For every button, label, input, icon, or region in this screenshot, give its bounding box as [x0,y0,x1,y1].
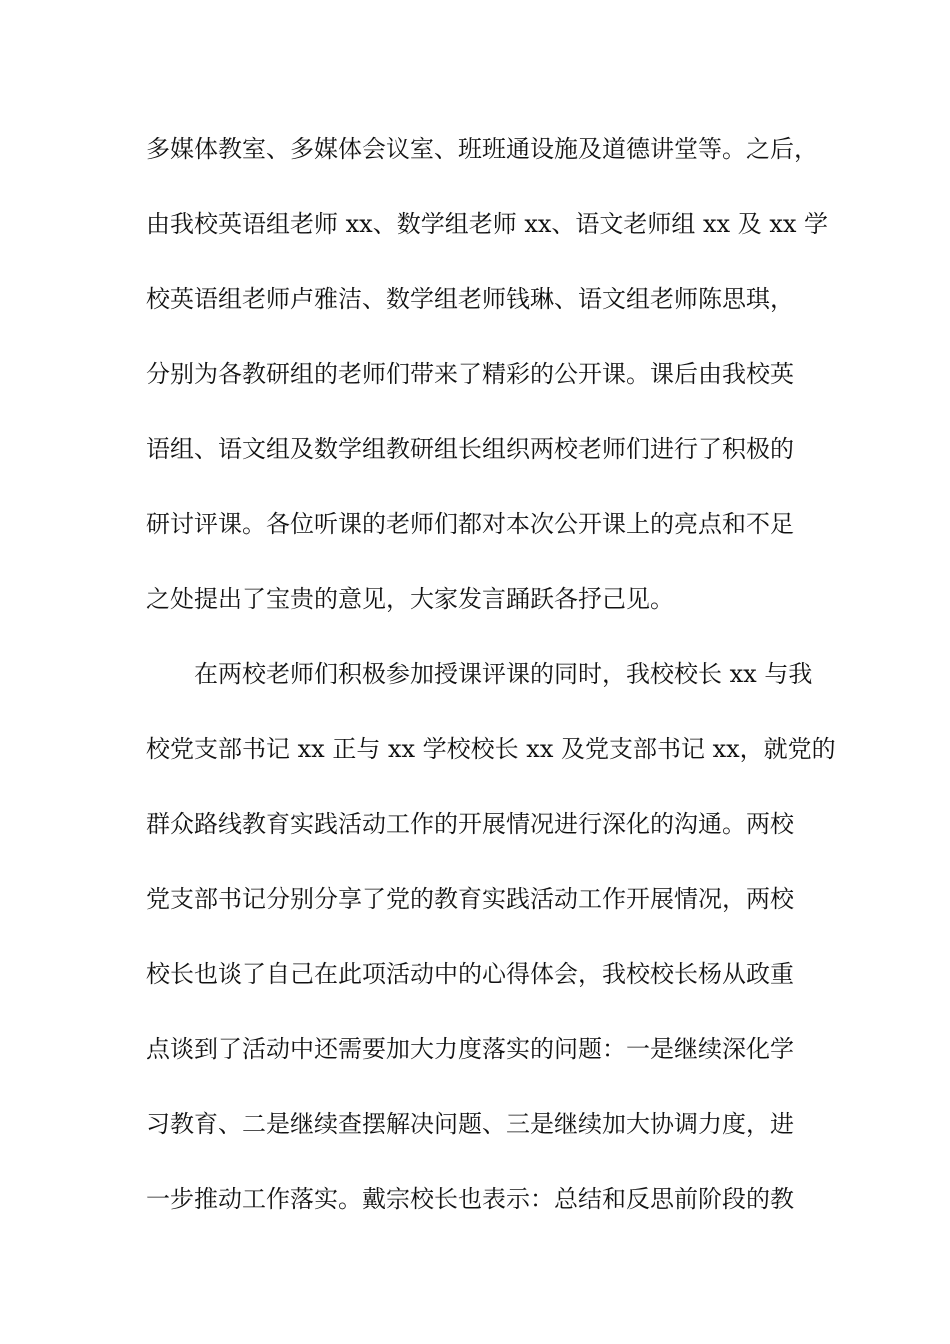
text-line: 分别为各教研组的老师们带来了精彩的公开课。课后由我校英 [146,360,794,388]
text-line: 校长也谈了自己在此项活动中的心得体会，我校校长杨从政重 [146,960,794,988]
text-line: 之处提出了宝贵的意见，大家发言踊跃各抒己见。 [146,585,674,613]
paragraph-first-line: 在两校老师们积极参加授课评课的同时，我校校长 xx 与我 [194,660,813,688]
text-line: 语组、语文组及数学组教研组长组织两校老师们进行了积极的 [146,435,794,463]
body-text [146,128,836,1253]
text-line: 群众路线教育实践活动工作的开展情况进行深化的沟通。两校 [146,810,794,838]
text-line: 点谈到了活动中还需要加大力度落实的问题：一是继续深化学 [146,1035,794,1063]
text-line: 校英语组老师卢雅洁、数学组老师钱琳、语文组老师陈思琪， [146,285,794,313]
text-line: 党支部书记分别分享了党的教育实践活动工作开展情况，两校 [146,885,794,913]
text-line: 由我校英语组老师 xx、数学组老师 xx、语文老师组 xx 及 xx 学 [146,210,829,238]
text-line: 习教育、二是继续查摆解决问题、三是继续加大协调力度，进 [146,1110,794,1138]
text-line: 一步推动工作落实。戴宗校长也表示：总结和反思前阶段的教 [146,1185,794,1213]
text-line: 多媒体教室、多媒体会议室、班班通设施及道德讲堂等。之后， [146,135,818,163]
text-line: 校党支部书记 xx 正与 xx 学校校长 xx 及党支部书记 xx，就党的 [146,735,836,763]
text-line: 研讨评课。各位听课的老师们都对本次公开课上的亮点和不足 [146,510,794,538]
